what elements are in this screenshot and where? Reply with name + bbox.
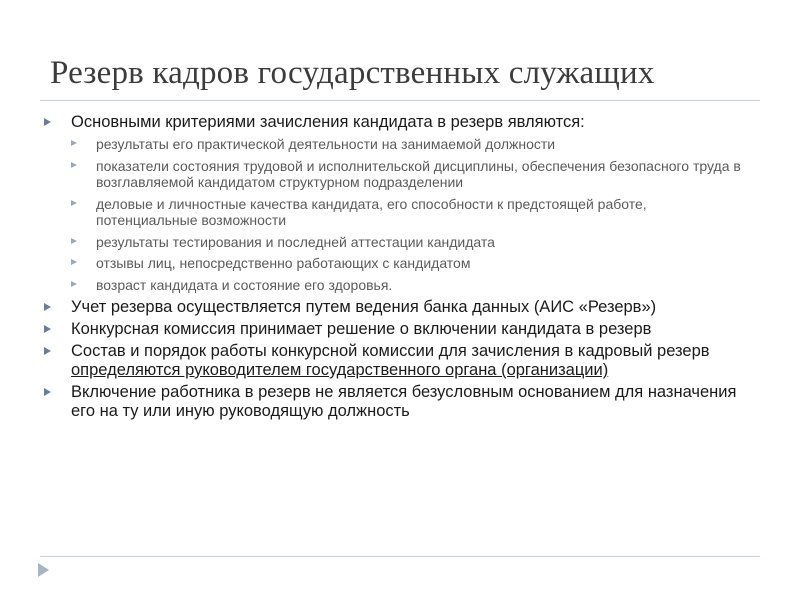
bullet-arrow-icon — [44, 118, 51, 126]
item-text: Основными критериями зачисления кандидата в резерв являются: — [71, 113, 585, 131]
bullet-arrow-icon — [44, 325, 51, 333]
bullet-arrow-icon — [71, 281, 77, 287]
list-item — [44, 298, 744, 317]
list-item — [44, 320, 744, 339]
bullet-arrow-icon — [44, 347, 51, 355]
item-text: Конкурсная комиссия принимает решение о включении кандидата в резерв — [71, 320, 652, 338]
bullet-arrow-icon — [44, 388, 51, 396]
bullet-arrow-icon — [71, 140, 77, 146]
bullet-arrow-icon — [44, 303, 51, 311]
item-text: Учет резерва осуществляется путем ведения банка данных (АИС «Резерв») — [71, 298, 657, 316]
sub-item-text: результаты тестирования и последней аттестации кандидата — [96, 233, 495, 250]
item-text-underlined: определяются руководителем государственного органа (организации) — [71, 361, 609, 379]
sub-list-item — [71, 255, 744, 272]
sub-item-text: деловые и личностные качества кандидата, его способности к предстоящей работе, потенциальные возможности — [96, 195, 647, 228]
sub-list-item — [71, 196, 744, 229]
sub-item-text: отзывы лиц, непосредственно работающих с кандидатом — [96, 255, 471, 271]
bullet-arrow-icon — [71, 238, 77, 244]
sub-list — [71, 136, 744, 293]
item-text: Включение работника в резерв не является безусловным основанием для назначения его на ту или иную руководящую должность — [71, 383, 737, 420]
corner-arrow-icon — [38, 563, 49, 577]
bullet-arrow-icon — [71, 162, 77, 168]
title-divider — [40, 100, 760, 101]
bullet-arrow-icon — [71, 200, 77, 206]
content-list — [44, 113, 744, 424]
list-item — [44, 113, 744, 293]
sub-list-item — [71, 136, 744, 153]
bullet-arrow-icon — [71, 259, 77, 265]
slide-title: Резерв кадров государственных служащих — [50, 55, 655, 91]
list-item — [44, 342, 744, 380]
sub-item-text: возраст кандидата и состояние его здоровья. — [96, 276, 393, 293]
list-item — [44, 383, 744, 421]
item-text: Состав и порядок работы конкурсной комиссии для зачисления в кадровый резерв — [71, 342, 710, 360]
sub-list-item — [71, 158, 744, 191]
sub-item-text: показатели состояния трудовой и исполнительской дисциплины, обеспечения безопасного труда в возглавляемой кандидатом структурном подразделении — [96, 157, 741, 190]
footer-divider — [40, 556, 760, 557]
sub-list-item — [71, 234, 744, 251]
sub-item-text: результаты его практической деятельности на занимаемой должности — [96, 136, 556, 152]
sub-list-item — [71, 277, 744, 294]
